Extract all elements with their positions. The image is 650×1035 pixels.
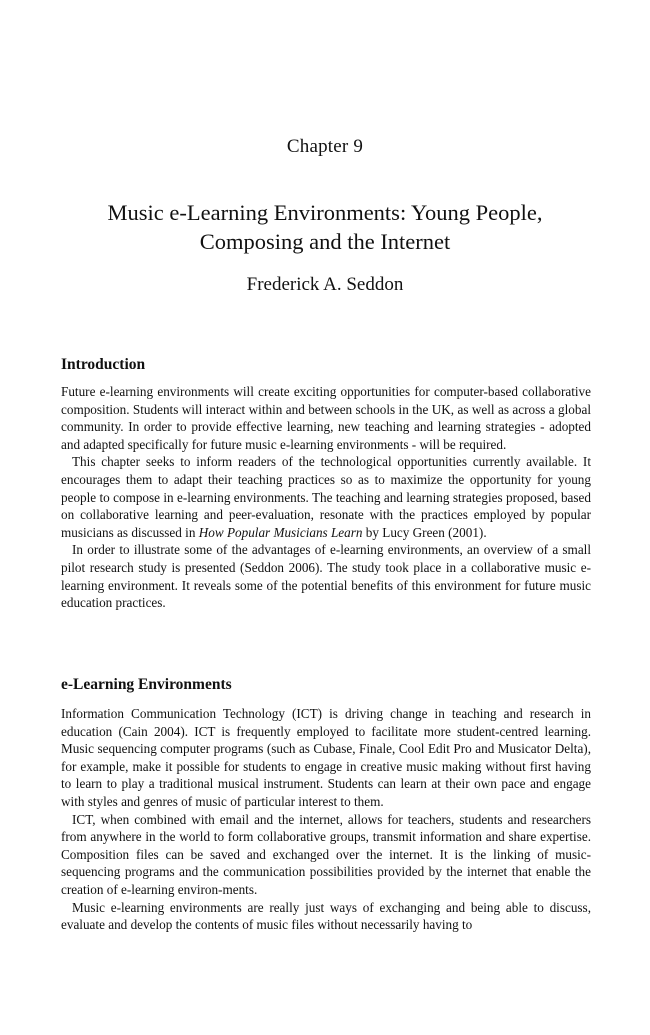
section-heading-introduction: Introduction: [61, 356, 146, 373]
paragraph-text: This chapter seeks to inform readers of the technological opportunities currently available. It encourages them to adapt their teaching practices so as to maximize the opportunity for young people to compose in e-learning environments. The teaching and learning strategies proposed, based on collaborative learning and peer-evaluation, resonate with the practices employed by popular musicians as discussed in: [61, 454, 591, 540]
chapter-title-line-1: Music e-Learning Environments: Young People,: [107, 200, 543, 225]
elearning-body: [61, 705, 591, 934]
paragraph: Future e-learning environments will create exciting opportunities for computer-based collaborative composition. Students will interact within and between schools in the UK, as well as across a global community. In order to provide effective learning, new teaching and learning strategies - adopted and adapted specifically for future music e-learning environments - will be required.: [61, 384, 591, 452]
introduction-body: [61, 383, 591, 612]
paragraph-text: by Lucy Green (2001).: [362, 524, 487, 540]
paragraph: Information Communication Technology (ICT) is driving change in teaching and research in education (Cain 2004). ICT is frequently employed to facilitate more student-centred learning. Music sequencing computer programs (such as Cubase, Finale, Cool Edit Pro and Musicator Delta), for example, make it possible for students to engage in creative music making without first having to learn to play a traditional musical instrument. Students can learn at their own pace and engage with styles and genres of music of particular interest to them.: [61, 706, 591, 809]
chapter-title-line-2: Composing and the Internet: [199, 229, 451, 254]
chapter-number: Chapter 9: [286, 136, 364, 157]
paragraph: In order to illustrate some of the advantages of e-learning environments, an overview of a small pilot research study is presented (Seddon 2006). The study took place in a collaborative music e-learning environment. It reveals some of the potential benefits of this environment for future music education practices.: [61, 542, 591, 611]
paragraph: ICT, when combined with email and the internet, allows for teachers, students and researchers from anywhere in the world to form collaborative groups, transmit information and share expertise. Composition files can be saved and exchanged over the internet. It is the linking of music-sequencing programs and the communication possibilities provided by the internet that enable the creation of e-learning environ-ments.: [61, 811, 591, 897]
book-title-citation: How Popular Musicians Learn: [198, 524, 363, 540]
author-name: Frederick A. Seddon: [246, 274, 404, 295]
paragraph: [61, 453, 591, 541]
paragraph: Music e-learning environments are really just ways of exchanging and being able to discuss, evaluate and develop the contents of music files without necessarily having to: [61, 899, 591, 933]
section-heading-elearning: e-Learning Environments: [61, 676, 232, 693]
chapter-title: [60, 198, 590, 256]
